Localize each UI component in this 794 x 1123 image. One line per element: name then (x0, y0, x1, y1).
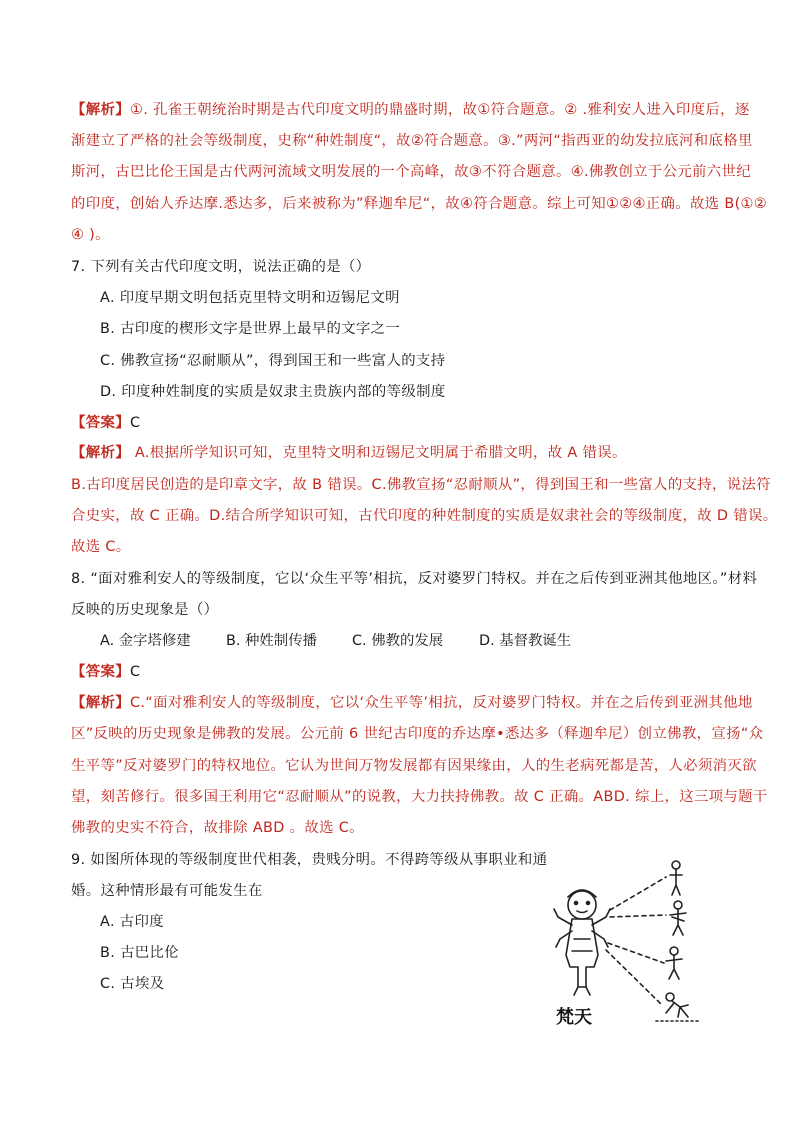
q9-option-b: B. 古巴比伦 (100, 945, 180, 961)
answer-tag: 【答案】 (71, 664, 130, 680)
analysis-line: 渐建立了严格的社会等级制度，史称“种姓制度“，故②符合题意。③.”两河“指西亚的幼发拉底河和底格里 (71, 133, 753, 149)
q8-options (100, 631, 571, 651)
q9-option-a: A. 古印度 (100, 914, 165, 930)
q7-option-b: B. 古印度的楔形文字是世界上最早的文字之一 (100, 321, 401, 337)
analysis-line: 【解析】①. 孔雀王朝统治时期是古代印度文明的鼎盛时期，故①符合题意。② .雅利安人进入印度后，逐 (71, 102, 750, 118)
q7-analysis-line: 【解析】 A.根据所学知识可知，克里特文明和迈锡尼文明属于希腊文明，故 A 错误。 (71, 445, 627, 461)
q8-analysis-line: 佛教的史实不符合，故排除 ABD 。故选 C。 (71, 820, 364, 836)
analysis-line: ④ )。 (71, 227, 110, 243)
q7-analysis-line: 故选 C。 (71, 539, 131, 555)
answer-value: C (129, 415, 141, 431)
caste-hierarchy-figure (548, 855, 718, 1027)
q7-option-a: A. 印度早期文明包括克里特文明和迈锡尼文明 (100, 290, 400, 306)
q8-option-a: A. 金字塔修建 (100, 633, 191, 649)
q8-analysis-line: 生平等”反对婆罗门的特权地位。它认为世间万物发展都有因果缘由，人的生老病死都是苦，人必须消灭欲 (71, 758, 757, 774)
analysis-tag: 【解析】 (71, 695, 130, 711)
question-8-stem: 反映的历史现象是（） (71, 602, 219, 618)
q8-option-b: B. 种姓制传播 (226, 633, 317, 649)
q9-option-c: C. 古埃及 (100, 976, 165, 992)
answer-tag: 【答案】 (71, 415, 130, 431)
q8-answer (71, 662, 731, 682)
q7-option-c: C. 佛教宣扬“忍耐顺从”，得到国王和一些富人的支持 (100, 353, 446, 369)
q8-analysis-line: 区”反映的历史现象是佛教的发展。公元前 6 世纪古印度的乔达摩•悉达多（释迦牟尼）创立佛教，宣扬“众 (71, 726, 764, 742)
analysis-line: 的印度，创始人乔达摩.悉达多，后来被称为”释迦牟尼“，故④符合题意。综上可知①②④正确。故选 B(①② (71, 196, 768, 212)
q8-option-c: C. 佛教的发展 (352, 633, 444, 649)
question-9-stem: 婚。这种情形最有可能发生在 (71, 883, 263, 899)
analysis-tag: 【解析】 (71, 445, 130, 461)
q8-analysis-line: 【解析】C.“面对雅利安人的等级制度，它以‘众生平等’相抗，反对婆罗门特权。并在之后传到亚洲其他地 (71, 695, 753, 711)
q8-option-d: D. 基督教诞生 (479, 633, 572, 649)
q7-analysis-line: B.古印度居民创造的是印章文字，故 B 错误。C.佛教宣扬“忍耐顺从”，得到国王和一些富人的支持，说法符 (71, 477, 772, 493)
q8-analysis-line: 望，刻苦修行。很多国王利用它“忍耐顺从”的说教，大力扶持佛教。故 C 正确。ABD. 综上，这三项与题干 (71, 789, 768, 805)
figure-label: 梵天 (556, 1007, 592, 1027)
question-7-stem: 7. 下列有关古代印度文明，说法正确的是（） (71, 259, 371, 275)
q7-answer (71, 413, 731, 433)
analysis-tag: 【解析】 (71, 102, 130, 118)
analysis-line: 斯河，古巴比伦王国是古代两河流域文明发展的一个高峰，故③不符合题意。④.佛教创立于公元前六世纪 (71, 164, 752, 180)
q7-analysis-line: 合史实，故 C 正确。D.结合所学知识可知，古代印度的种姓制度的实质是奴隶社会的等级制度，故 D 错误。 (71, 508, 778, 524)
answer-value: C (129, 664, 141, 680)
question-8-stem: 8. “面对雅利安人的等级制度，它以‘众生平等’相抗，反对婆罗门特权。并在之后传到亚洲其他地区。”材料 (71, 571, 758, 587)
q7-option-d: D. 印度种姓制度的实质是奴隶主贵族内部的等级制度 (100, 384, 446, 400)
question-9-stem: 9. 如图所体现的等级制度世代相袭，贵贱分明。不得跨等级从事职业和通 (71, 852, 548, 868)
brahma-illustration (548, 855, 718, 1027)
